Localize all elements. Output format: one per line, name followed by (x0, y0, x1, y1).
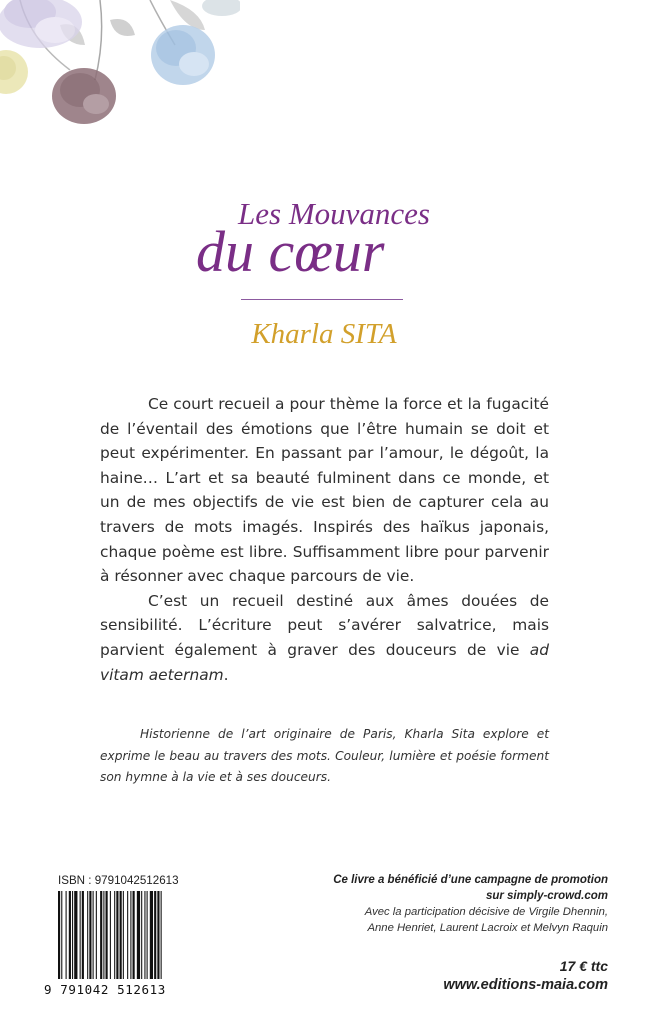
barcode-bar (154, 891, 156, 979)
acknowledgements (365, 904, 608, 936)
barcode-bar (58, 891, 60, 979)
title-divider (241, 299, 403, 300)
barcode-bar (100, 891, 102, 979)
barcode-bar (110, 891, 111, 979)
blurb-paragraph-2-text: C’est un recueil destiné aux âmes douées de sensibilité. L’écriture peut s’avérer salvatrice, mais parvient également à graver des douceurs de vie (100, 591, 549, 659)
back-cover-blurb (100, 392, 549, 687)
barcode-bar (133, 891, 135, 979)
barcode-bar (96, 891, 97, 979)
book-title-line-2: du cœur (196, 219, 385, 284)
barcode-bar (127, 891, 128, 979)
flowers-illustration (0, 0, 240, 140)
promotion-note (333, 872, 608, 904)
barcode-bar (157, 891, 159, 979)
barcode-bar (93, 891, 94, 979)
promotion-line-1: Ce livre a bénéficié d’une campagne de promotion (333, 874, 608, 886)
publisher-website[interactable]: www.editions-maia.com (443, 977, 608, 993)
barcode-bar (89, 891, 91, 979)
barcode-bar (161, 891, 162, 979)
blurb-paragraph-2 (100, 589, 549, 687)
barcode-bar (141, 891, 142, 979)
blurb-latin-phrase: ad vitam aeternam (100, 640, 549, 684)
barcode-bar (87, 891, 88, 979)
barcode-bar (61, 891, 62, 979)
barcode-bar (80, 891, 81, 979)
barcode-bar (123, 891, 124, 979)
barcode-bar (144, 891, 145, 979)
barcode-bar (72, 891, 73, 979)
barcode-bar (106, 891, 108, 979)
barcode-bar (137, 891, 140, 979)
barcode-bar (82, 891, 84, 979)
barcode-bar (66, 891, 67, 979)
price: 17 € ttc (559, 958, 608, 974)
isbn-label: ISBN : 9791042512613 (58, 874, 179, 887)
barcode-bar (114, 891, 115, 979)
barcode-bar (147, 891, 148, 979)
barcode-bar (74, 891, 77, 979)
promotion-line-2: sur simply-crowd.com (485, 890, 608, 902)
barcode-bar (116, 891, 118, 979)
barcode-bar (69, 891, 71, 979)
barcode (58, 891, 184, 979)
author-bio: Historienne de l’art originaire de Paris, Kharla Sita explore et exprime le beau au travers des mots. Couleur, lumière et poésie forment son hymne à la vie et à ses douceurs. (100, 727, 549, 784)
blurb-paragraph-1: Ce court recueil a pour thème la force et la fugacité de l’éventail des émotions que l’être humain se doit et peut expérimenter. En passant par l’amour, le dégoût, la haine… L’art et sa beauté fulminent dans ce monde, et un de mes objectifs de vie est bien de capturer cela au travers de mots imagés. Inspirés des haïkus japonais, chaque poème est libre. Suffisamment libre pour parvenir à résonner avec chaque parcours de vie. (100, 395, 549, 586)
barcode-digits: 9 791042 512613 (44, 982, 166, 997)
barcode-bar (130, 891, 131, 979)
blurb-paragraph-2-end: . (223, 665, 229, 684)
acknowledgements-line-1: Avec la participation décisive de Virgile Dhennin, (364, 906, 608, 918)
barcode-bar (103, 891, 104, 979)
barcode-bar (120, 891, 122, 979)
barcode-bar (150, 891, 153, 979)
book-title-line-1: Les Mouvances (238, 196, 430, 231)
author-name: Kharla SITA (251, 318, 397, 350)
acknowledgements-line-2: Anne Henriet, Laurent Lacroix et Melvyn Raquin (367, 922, 608, 934)
